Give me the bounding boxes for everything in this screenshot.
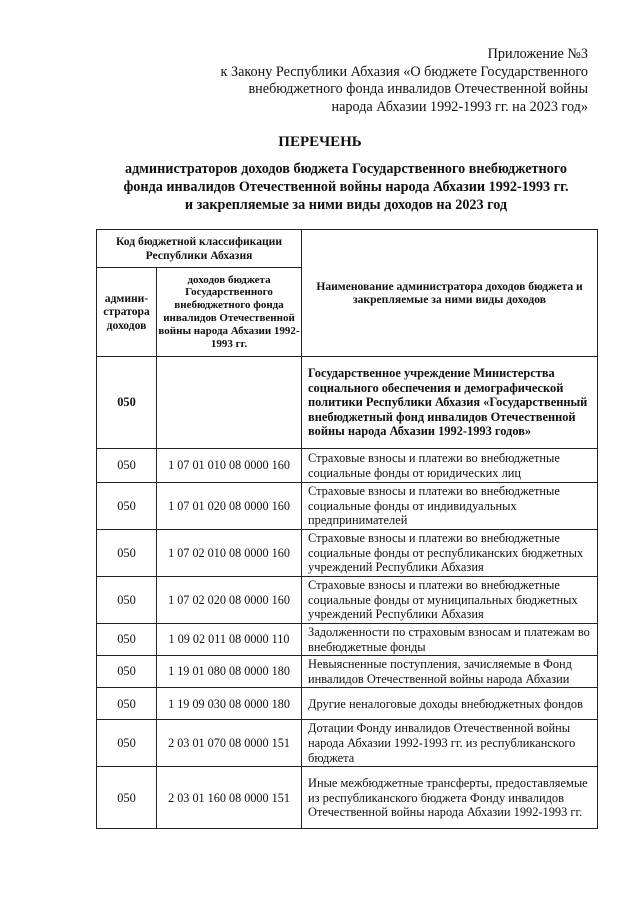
code-cell: 2 03 01 070 08 0000 151 — [157, 720, 302, 767]
admin-cell: 050 — [97, 483, 157, 530]
table-row — [97, 449, 598, 483]
subtitle-line-3: и закрепляемые за ними виды доходов на 2023 год — [184, 196, 508, 213]
code-cell: 1 07 01 020 08 0000 160 — [157, 483, 302, 530]
header-code: Код бюджетной классификации Республики Абхазия — [97, 230, 302, 268]
administrators-table — [96, 229, 598, 829]
name-cell: Невыясненные поступления, зачисляемые в Фонд инвалидов Отечественной войны народа Абхазии — [302, 656, 598, 688]
table-row — [97, 624, 598, 656]
annex-line-3: внебюджетного фонда инвалидов Отечественной войны — [248, 81, 588, 98]
code-cell: 1 09 02 011 08 0000 110 — [157, 624, 302, 656]
subtitle-line-2: фонда инвалидов Отечественной войны народа Абхазии 1992-1993 гг. — [123, 178, 569, 195]
lead-name-cell: Государственное учреждение Министерства социального обеспечения и демографической политики Республики Абхазия «Государственный внебюджетный фонд инвалидов Отечественной войны народа Абхазии 1992-1993 годов» — [302, 357, 598, 449]
name-cell: Дотации Фонду инвалидов Отечественной войны народа Абхазии 1992-1993 гг. из республиканского бюджета — [302, 720, 598, 767]
table-row — [97, 483, 598, 530]
name-cell: Иные межбюджетные трансферты, предоставляемые из республиканского бюджета Фонду инвалидов Отечественной войны народа Абхазии 1992-1993 гг. — [302, 767, 598, 829]
admin-cell: 050 — [97, 624, 157, 656]
subtitle-line-1: администраторов доходов бюджета Государственного внебюджетного — [125, 161, 567, 177]
header-admin: админи-стратора доходов — [97, 268, 157, 357]
lead-admin-cell: 050 — [97, 357, 157, 449]
code-cell: 2 03 01 160 08 0000 151 — [157, 767, 302, 829]
table-row — [97, 688, 598, 720]
admin-cell: 050 — [97, 720, 157, 767]
name-cell: Страховые взносы и платежи во внебюджетные социальные фонды от муниципальных бюджетных учреждений Республики Абхазия — [302, 577, 598, 624]
annex-line-4: народа Абхазии 1992-1993 гг. на 2023 год» — [331, 98, 588, 115]
name-cell: Другие неналоговые доходы внебюджетных фондов — [302, 688, 598, 720]
table-row — [97, 767, 598, 829]
table-row — [97, 720, 598, 767]
header-name: Наименование администратора доходов бюджета и закрепляемые за ними виды доходов — [302, 230, 598, 357]
admin-cell: 050 — [97, 530, 157, 577]
admin-cell: 050 — [97, 656, 157, 688]
code-cell: 1 07 01 010 08 0000 160 — [157, 449, 302, 483]
name-cell: Страховые взносы и платежи во внебюджетные социальные фонды от юридических лиц — [302, 449, 598, 483]
document-title: ПЕРЕЧЕНЬ — [278, 134, 362, 150]
table-header-row — [97, 230, 598, 268]
annex-line-2: к Закону Республики Абхазия «О бюджете Государственного — [220, 63, 588, 80]
admin-cell: 050 — [97, 577, 157, 624]
table-row — [97, 530, 598, 577]
document-subtitle — [96, 161, 596, 214]
code-cell: 1 19 09 030 08 0000 180 — [157, 688, 302, 720]
header-income: доходов бюджета Государственного внебюджетного фонда инвалидов Отечественной войны народа Абхазии 1992-1993 гг. — [157, 268, 302, 357]
annex-line-1: Приложение №3 — [487, 46, 588, 62]
code-cell: 1 19 01 080 08 0000 180 — [157, 656, 302, 688]
admin-cell: 050 — [97, 767, 157, 829]
name-cell: Задолженности по страховым взносам и платежам во внебюджетные фонды — [302, 624, 598, 656]
name-cell: Страховые взносы и платежи во внебюджетные социальные фонды от индивидуальных предпринимателей — [302, 483, 598, 530]
name-cell: Страховые взносы и платежи во внебюджетные социальные фонды от республиканских бюджетных учреждений Республики Абхазия — [302, 530, 598, 577]
table-row-lead — [97, 357, 598, 449]
table-row — [97, 656, 598, 688]
table-row — [97, 577, 598, 624]
admin-cell: 050 — [97, 688, 157, 720]
admin-cell: 050 — [97, 449, 157, 483]
code-cell: 1 07 02 020 08 0000 160 — [157, 577, 302, 624]
annex-header — [221, 46, 588, 116]
lead-code-cell — [157, 357, 302, 449]
code-cell: 1 07 02 010 08 0000 160 — [157, 530, 302, 577]
